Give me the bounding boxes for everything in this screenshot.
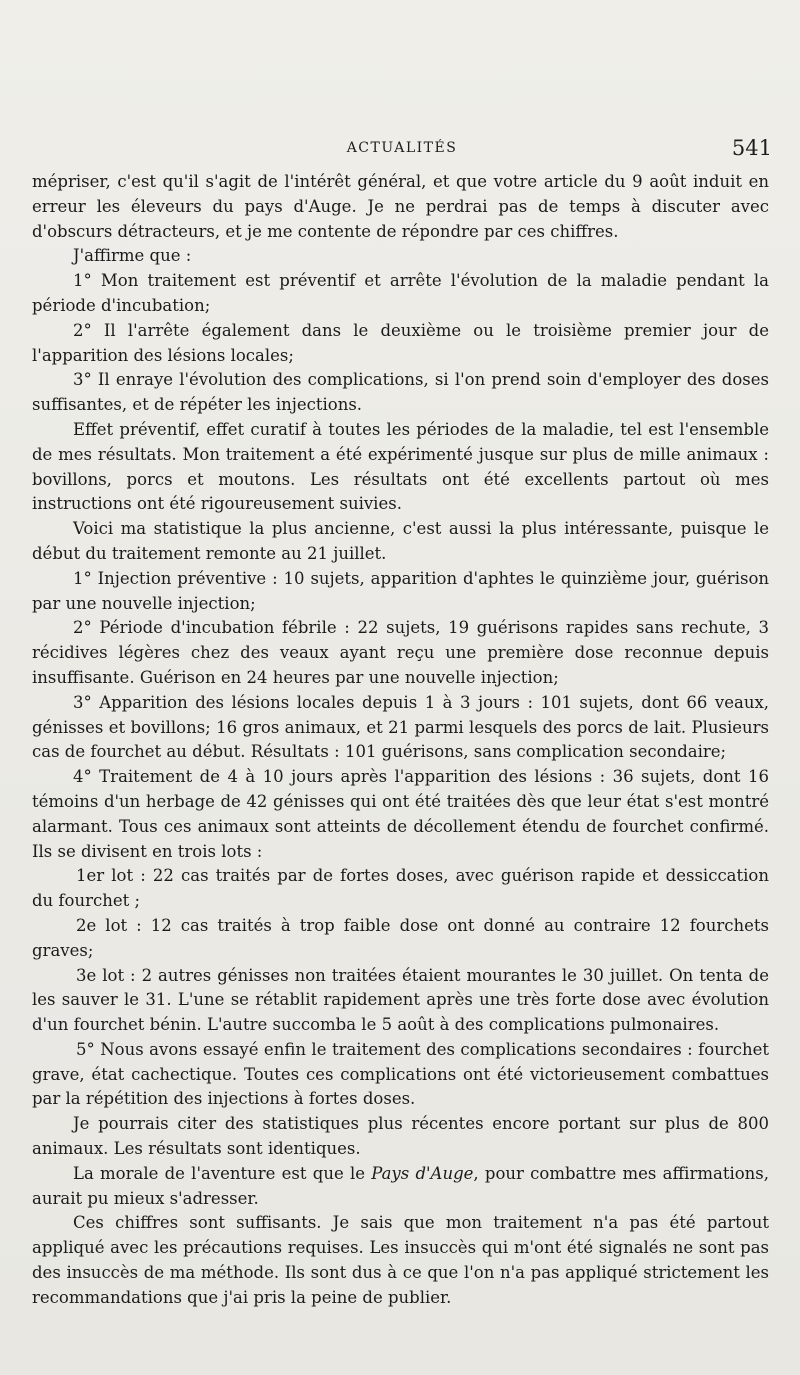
paragraph-effects: Effet préventif, effet curatif à toutes les périodes de la maladie, tel est l'ensemble de mes résultats. Mon traitement a été expérimenté jusque sur plus de mille animaux : bovillons, porcs et moutons. Les résultats ont été excellents partout où mes instructions ont été rigoureusement suivies. xyxy=(32,419,769,514)
paragraph-lot-3: 3e lot : 2 autres génisses non traitées étaient mourantes le 30 juillet. On tenta de les sauver le 31. L'une se rétablit rapidement après une très forte dose avec évolution d'un fourchet bénin. L'autre succomba le 5 août à des complications pulmonaires. xyxy=(32,965,769,1035)
paragraph-continuation: mépriser, c'est qu'il s'agit de l'intérêt général, et que votre article du 9 août induit en erreur les éleveurs du pays d'Auge. Je ne perdrai pas de temps à discuter avec d'obscurs détracteurs, et je me contente de répondre par ces chiffres. xyxy=(32,172,769,241)
paragraph-point-3: 3° Il enraye l'évolution des complications, si l'on prend soin d'employer des doses suffisantes, et de répéter les injections. xyxy=(32,370,769,415)
article-body xyxy=(32,170,769,1311)
paragraph-morale xyxy=(32,1162,769,1212)
paragraph-statistics-intro: Voici ma statistique la plus ancienne, c'est aussi la plus intéressante, puisque le début du traitement remonte au 21 juillet. xyxy=(32,519,769,563)
paragraph-lot-1: 1er lot : 22 cas traités par de fortes doses, avec guérison rapide et dessiccation du fourchet ; xyxy=(32,866,769,911)
running-title: ACTUALITÉS xyxy=(346,140,458,156)
paragraph-lot-2: 2e lot : 12 cas traités à trop faible dose ont donné au contraire 12 fourchets graves; xyxy=(32,915,769,960)
paragraph-point-2: 2° Il l'arrête également dans le deuxième ou le troisième premier jour de l'apparition des lésions locales; xyxy=(32,320,769,365)
paragraph-conclusion: Ces chiffres sont suffisants. Je sais que mon traitement n'a pas été partout appliqué avec les précautions requises. Les insuccès qui m'ont été signalés ne sont pas des insuccès de ma méthode. Ils sont dus à ce que l'on n'a pas appliqué strictement les recommandations que j'ai pris la peine de publier. xyxy=(32,1213,769,1307)
paragraph-affirmation: J'affirme que : xyxy=(73,246,192,266)
paragraph-stat-2: 2° Période d'incubation fébrile : 22 sujets, 19 guérisons rapides sans rechute, 3 récidives légères chez des veaux ayant reçu une première dose reconnue depuis insuffisante. Guérison en 24 heures par une nouvelle injection; xyxy=(32,618,769,687)
paragraph-stat-3: 3° Apparition des lésions locales depuis 1 à 3 jours : 101 sujets, dont 66 veaux, génisses et bovillons; 16 gros animaux, et 21 parmi lesquels des porcs de lait. Plusieurs cas de fourchet au début. Résultats : 101 guérisons, sans complication secondaire; xyxy=(32,692,769,762)
morale-text-before: La morale de l'aventure est que le xyxy=(73,1163,372,1183)
paragraph-recent-statistics: Je pourrais citer des statistiques plus récentes encore portant sur plus de 800 animaux. Les résultats sont identiques. xyxy=(32,1114,769,1159)
page-number: 541 xyxy=(731,136,772,160)
morale-italic-place: Pays d'Auge xyxy=(371,1163,474,1183)
paragraph-stat-5: 5° Nous avons essayé enfin le traitement des complications secondaires : fourchet grave, état cachectique. Toutes ces complications ont été victorieusement combattues par la répétition des injections à fortes doses. xyxy=(32,1039,769,1109)
paragraph-stat-4: 4° Traitement de 4 à 10 jours après l'apparition des lésions : 36 sujets, dont 16 témoins d'un herbage de 42 génisses qui ont été traitées dès que leur état s'est montré alarmant. Tous ces animaux sont atteints de décollement étendu de fourchet confirmé. Ils se divisent en trois lots : xyxy=(32,767,769,861)
morale-text-after: , pour combattre mes affirmations, aurait pu mieux s'adresser. xyxy=(32,1163,770,1208)
page-header xyxy=(32,136,772,166)
paragraph-stat-1: 1° Injection préventive : 10 sujets, apparition d'aphtes le quinzième jour, guérison par une nouvelle injection; xyxy=(32,568,769,613)
paragraph-point-1: 1° Mon traitement est préventif et arrête l'évolution de la maladie pendant la période d'incubation; xyxy=(32,271,769,315)
